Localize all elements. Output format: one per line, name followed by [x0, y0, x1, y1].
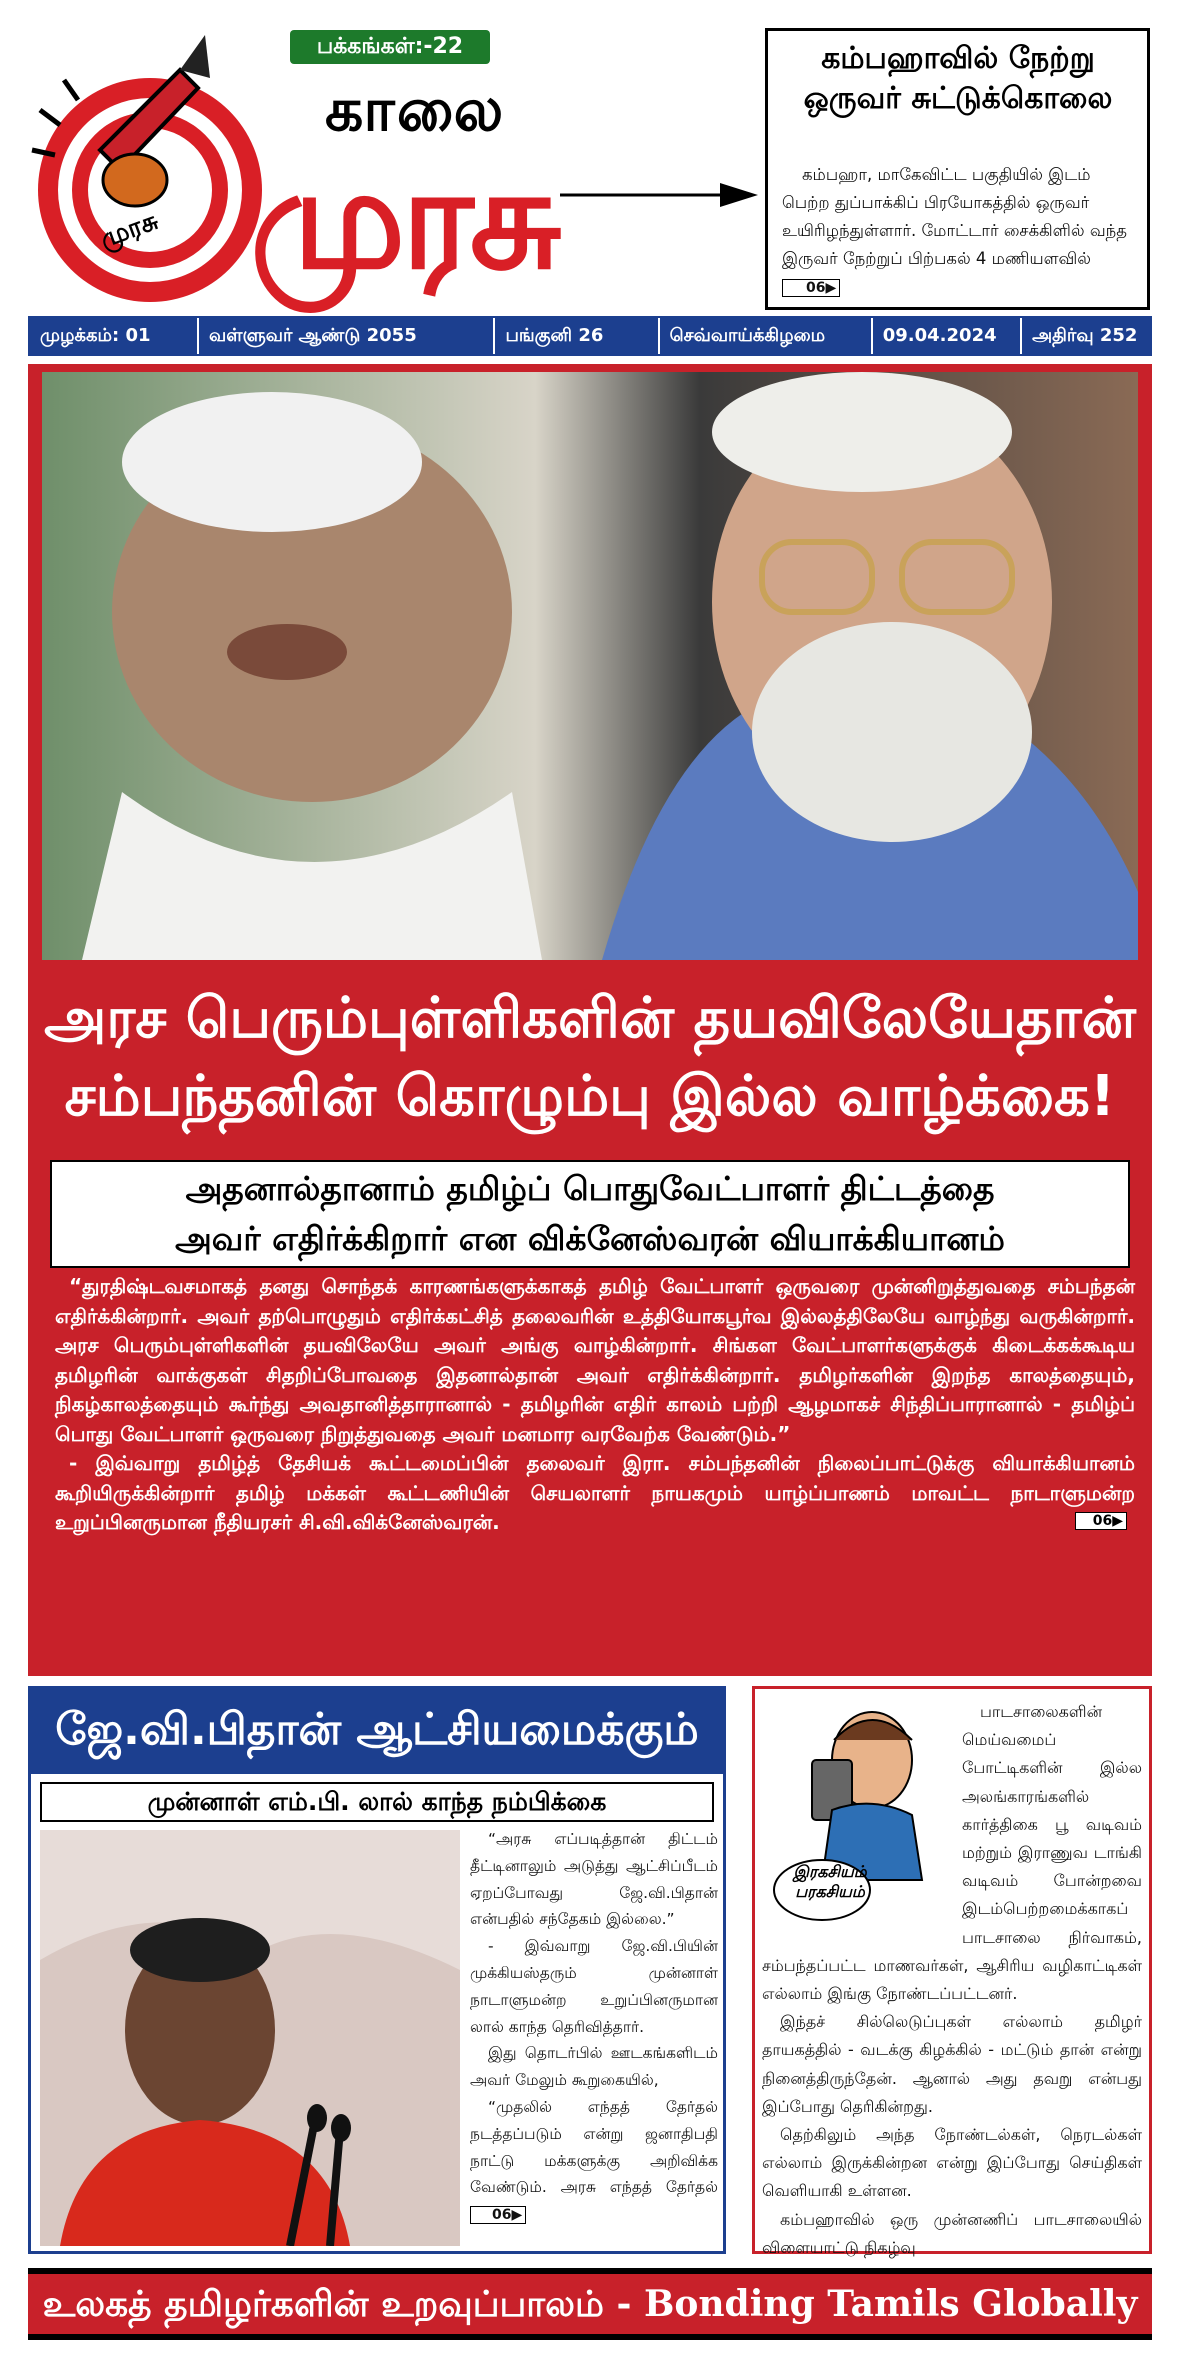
top-story-box [765, 28, 1150, 310]
top-story-body [782, 161, 1137, 301]
jvp-paragraph: இது தொடர்பில் ஊடகங்களிடம் அவர் மேலும் கூறுகையில், [470, 2044, 718, 2090]
continued-page-marker[interactable]: 06▶ [782, 279, 840, 297]
issue-number: அதிர்வு 252 [1032, 325, 1138, 346]
continued-page-marker[interactable]: 06▶ [1075, 1512, 1127, 1530]
continued-page-number: 06 [806, 280, 826, 296]
jvp-story-subheadline: முன்னாள் எம்.பி. லால் காந்த நம்பிக்கை [40, 1782, 714, 1822]
lead-story-body [55, 1272, 1135, 1538]
lead-headline [28, 980, 1152, 1136]
pages-badge: பக்கங்கள்:-22 [290, 30, 490, 64]
footer-tagline: உலகத் தமிழர்களின் உறவுப்பாலம் - Bonding Tamils Globally [28, 2268, 1152, 2340]
continued-page-number: 06 [492, 2207, 512, 2224]
top-story-text: கம்பஹா, மாகேவிட்ட பகுதியில் இடம் பெற்ற துப்பாக்கிப் பிரயோகத்தில் ஒருவர் உயிரிழந்துள்ளார். மோட்டார் சைக்கிளில் வந்த இருவர் நேற்றுப் பிற்பகல் 4 மணியளவில் [782, 165, 1127, 268]
secrets-paragraph: பாடசாலைகளின் மெய்வமைப் போட்டிகளின் இல்ல அலங்காரங்களில் கார்த்திகை பூ வடிவம் மற்றும் இராணுவ டாங்கி வடிவம் போன்றவை இடம்பெற்றமைக்காகப் பாடசாலை நிர்வாகம், சம்பந்தப்பட்ட மாணவர்கள், ஆசிரிய வழிகாட்டிகள் எல்லாம் இங்கு நோண்டப்பட்டனர். [762, 1702, 1142, 2004]
lal-kantha-photo [40, 1830, 460, 2246]
jvp-story-body [470, 1826, 718, 2228]
emblem-text: முரசு [96, 205, 163, 255]
lead-headline-line-2: சம்பந்தனின் கொழும்பு இல்ல வாழ்க்கை! [64, 1064, 1116, 1129]
lead-headline-line-1: அரச பெரும்புள்ளிகளின் தயவிலேயேதான் [44, 986, 1136, 1051]
jvp-paragraph: “முதலில் எந்தத் தேர்தல் நடத்தப்படும் என்று ஜனாதிபதி நாட்டு மக்களுக்கு அறிவிக்க வேண்டும். அரசு எந்தத் தேர்தல் [470, 2097, 718, 2197]
top-story-title: கம்பஹாவில் நேற்று ஒருவர் சுட்டுக்கொலை [803, 41, 1113, 116]
issue-info-bar [28, 316, 1152, 356]
lead-subheadline-line-2: அவர் எதிர்க்கிறார் என விக்னேஸ்வரன் வியாக்கியானம் [175, 1219, 1005, 1258]
paper-name-small: காலை [325, 75, 506, 145]
issue-date: 09.04.2024 [873, 318, 1022, 354]
jvp-paragraph: - இவ்வாறு ஜே.வி.பியின் முக்கியஸ்தரும் முன்னாள் நாடாளுமன்ற உறுப்பினருமான லால் காந்த தெரிவித்தார். [470, 1937, 718, 2036]
lead-paragraph: “துரதிஷ்டவசமாகத் தனது சொந்தக் காரணங்களுக்காகத் தமிழ் வேட்பாளர் ஒருவரை முன்னிறுத்துவதை சம்பந்தன் எதிர்க்கின்றார். அவர் தற்பொழுதும் எதிர்க்கட்சித் தலைவரின் உத்தியோகபூர்வ இல்லத்திலேயே வாழ்ந்து வருகின்றார். அரச பெரும்புள்ளிகளின் தயவிலேயே அவர் அங்கு வாழ்கின்றார். சிங்கள வேட்பாளர்களுக்குக் கிடைக்கக்கூடிய தமிழரின் வாக்குகள் சிதறிப்போவதை இதனால்தான் அவர் எதிர்க்கின்றார். தமிழர்களின் இறந்த காலத்தையும், நிகழ்காலத்தையும் கூர்ந்து அவதானித்தாரானால் - தமிழரின் எதிர் காலம் பற்றி ஆழமாகச் சிந்திப்பாரானால் - தமிழ்ப் பொது வேட்பாளர் ஒருவரை நிறுத்துவதை அவர் மனமார வரவேற்க வேண்டும்.” [55, 1274, 1135, 1446]
pen-nib-icon [560, 175, 760, 215]
lead-subheadline-line-1: அதனால்தானாம் தமிழ்ப் பொதுவேட்பாளர் திட்டத்தை [185, 1169, 995, 1208]
jvp-story-headline: ஜே.வி.பிதான் ஆட்சியமைக்கும் [28, 1686, 726, 1774]
lead-subheadline [50, 1160, 1130, 1268]
lead-story-photo [42, 372, 1138, 960]
secrets-paragraph: தெற்கிலும் அந்த நோண்டல்கள், நெரடல்கள் எல்லாம் இருக்கின்றன என்று இப்போது செய்திகள் வெளியாகி உள்ளன. [762, 2125, 1142, 2201]
lead-paragraph: - இவ்வாறு தமிழ்த் தேசியக் கூட்டமைப்பின் தலைவர் இரா. சம்பந்தனின் நிலைப்பாட்டுக்கு வியாக்கியானம் கூறியிருக்கின்றார் தமிழ் மக்கள் கூட்டணியின் செயலாளர் நாயகமும் யாழ்ப்பாணம் மாவட்ட நாடாளுமன்ற உறுப்பினருமான நீதியரசர் சி.வி.விக்னேஸ்வரன். [55, 1451, 1135, 1534]
continued-page-marker[interactable]: 06▶ [470, 2206, 526, 2224]
secrets-paragraph: கம்பஹாவில் ஒரு முன்னணிப் பாடசாலையில் விளையாட்டு நிகழ்வு [762, 2209, 1142, 2257]
weekday: செவ்வாய்க்கிழமை [660, 318, 873, 354]
paper-name-logo: முரசு [250, 138, 558, 301]
jvp-paragraph: “அரசு எப்படித்தான் திட்டம் தீட்டினாலும் அடுத்து ஆட்சிப்பீடம் ஏறப்போவது ஜே.வி.பிதான் என்பதில் சந்தேகம் இல்லை.” [470, 1830, 718, 1929]
thiruvalluvar-year: வள்ளுவர் ஆண்டு 2055 [199, 318, 495, 354]
tamil-date: பங்குனி 26 [495, 318, 659, 354]
continued-page-number: 06 [1092, 1513, 1113, 1529]
cartoon-caption: இரகசியம் பரகசியம் [793, 1862, 867, 1901]
volume-number: முழக்கம்: 01 [30, 318, 199, 354]
secrets-paragraph: இந்தச் சில்லெடுப்புகள் எல்லாம் தமிழர் தாயகத்தில் - வடக்கு கிழக்கில் - மட்டும் தான் என்று நினைத்திருந்தேன். ஆனால் அது தவறு என்பது இப்போது தெரிகின்றது. [762, 2012, 1142, 2116]
